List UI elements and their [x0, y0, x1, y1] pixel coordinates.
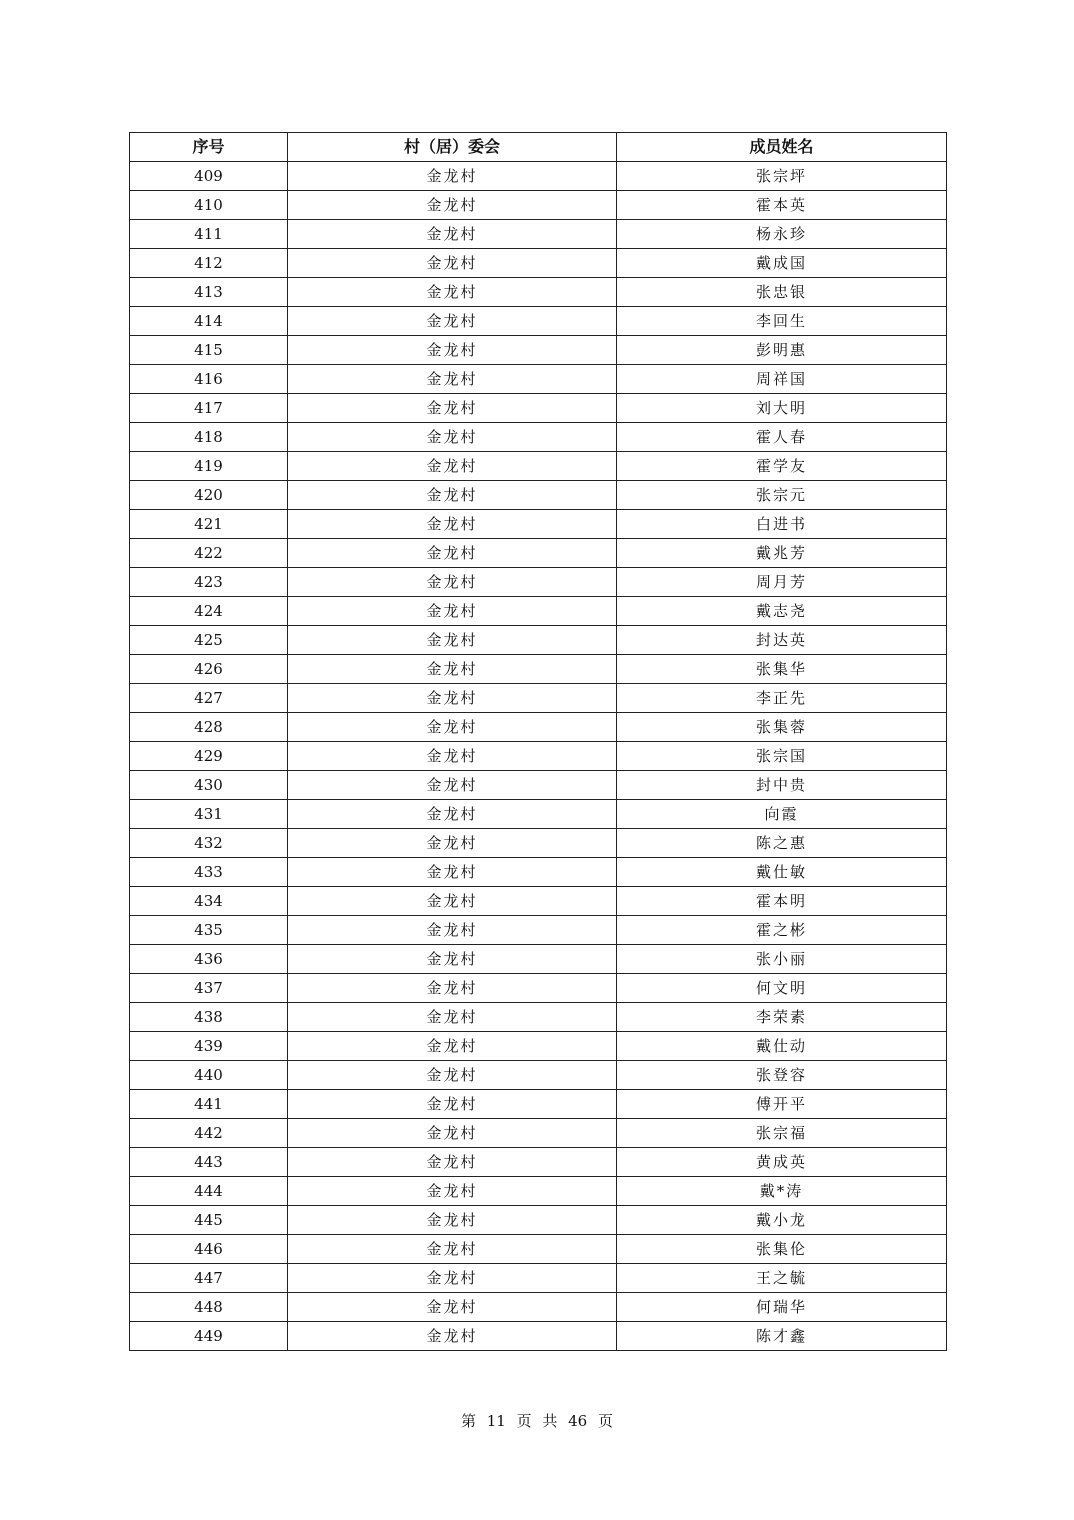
- cell-serial-number: 445: [130, 1206, 288, 1235]
- table-row: [130, 742, 947, 771]
- cell-member-name: 戴仕敏: [617, 858, 947, 887]
- table-row: [130, 1061, 947, 1090]
- table-row: [130, 655, 947, 684]
- cell-serial-number: 435: [130, 916, 288, 945]
- cell-member-name: 周月芳: [617, 568, 947, 597]
- cell-serial-number: 410: [130, 191, 288, 220]
- cell-serial-number: 428: [130, 713, 288, 742]
- cell-village-committee: 金龙村: [288, 336, 617, 365]
- cell-village-committee: 金龙村: [288, 191, 617, 220]
- cell-village-committee: 金龙村: [288, 510, 617, 539]
- cell-member-name: 傅开平: [617, 1090, 947, 1119]
- cell-village-committee: 金龙村: [288, 307, 617, 336]
- table-row: [130, 974, 947, 1003]
- cell-village-committee: 金龙村: [288, 1177, 617, 1206]
- table-row: [130, 771, 947, 800]
- cell-member-name: 张集伦: [617, 1235, 947, 1264]
- cell-member-name: 封达英: [617, 626, 947, 655]
- cell-village-committee: 金龙村: [288, 481, 617, 510]
- table-row: [130, 626, 947, 655]
- cell-member-name: 张宗坪: [617, 162, 947, 191]
- cell-member-name: 霍本英: [617, 191, 947, 220]
- cell-village-committee: 金龙村: [288, 249, 617, 278]
- table-row: [130, 597, 947, 626]
- cell-serial-number: 431: [130, 800, 288, 829]
- cell-village-committee: 金龙村: [288, 278, 617, 307]
- cell-serial-number: 434: [130, 887, 288, 916]
- cell-member-name: 张集蓉: [617, 713, 947, 742]
- cell-serial-number: 443: [130, 1148, 288, 1177]
- table-row: [130, 916, 947, 945]
- table-row: [130, 220, 947, 249]
- cell-member-name: 霍学友: [617, 452, 947, 481]
- cell-serial-number: 409: [130, 162, 288, 191]
- cell-serial-number: 412: [130, 249, 288, 278]
- cell-member-name: 黄成英: [617, 1148, 947, 1177]
- cell-serial-number: 419: [130, 452, 288, 481]
- cell-member-name: 霍之彬: [617, 916, 947, 945]
- cell-serial-number: 424: [130, 597, 288, 626]
- table-row: [130, 1206, 947, 1235]
- table-row: [130, 510, 947, 539]
- cell-village-committee: 金龙村: [288, 742, 617, 771]
- cell-member-name: 陈之惠: [617, 829, 947, 858]
- cell-serial-number: 416: [130, 365, 288, 394]
- table-row: [130, 887, 947, 916]
- cell-serial-number: 413: [130, 278, 288, 307]
- cell-member-name: 张宗元: [617, 481, 947, 510]
- table-row: [130, 1119, 947, 1148]
- cell-member-name: 周祥国: [617, 365, 947, 394]
- cell-member-name: 戴*涛: [617, 1177, 947, 1206]
- cell-member-name: 向霞: [617, 800, 947, 829]
- cell-village-committee: 金龙村: [288, 597, 617, 626]
- cell-village-committee: 金龙村: [288, 1003, 617, 1032]
- cell-serial-number: 422: [130, 539, 288, 568]
- cell-serial-number: 420: [130, 481, 288, 510]
- cell-serial-number: 429: [130, 742, 288, 771]
- cell-village-committee: 金龙村: [288, 220, 617, 249]
- cell-member-name: 戴仕动: [617, 1032, 947, 1061]
- cell-member-name: 李荣素: [617, 1003, 947, 1032]
- table-header-row: [130, 133, 947, 162]
- table-row: [130, 365, 947, 394]
- cell-village-committee: 金龙村: [288, 684, 617, 713]
- cell-village-committee: 金龙村: [288, 916, 617, 945]
- cell-village-committee: 金龙村: [288, 394, 617, 423]
- cell-member-name: 陈才鑫: [617, 1322, 947, 1351]
- table-row: [130, 1177, 947, 1206]
- cell-village-committee: 金龙村: [288, 800, 617, 829]
- table-row: [130, 278, 947, 307]
- table-row: [130, 858, 947, 887]
- cell-village-committee: 金龙村: [288, 1322, 617, 1351]
- header-serial-number: 序号: [130, 133, 288, 162]
- cell-member-name: 王之毓: [617, 1264, 947, 1293]
- cell-member-name: 何文明: [617, 974, 947, 1003]
- cell-serial-number: 448: [130, 1293, 288, 1322]
- table-row: [130, 684, 947, 713]
- cell-serial-number: 447: [130, 1264, 288, 1293]
- cell-member-name: 张忠银: [617, 278, 947, 307]
- cell-serial-number: 414: [130, 307, 288, 336]
- cell-village-committee: 金龙村: [288, 452, 617, 481]
- cell-serial-number: 442: [130, 1119, 288, 1148]
- table-row: [130, 713, 947, 742]
- cell-member-name: 戴志尧: [617, 597, 947, 626]
- cell-serial-number: 446: [130, 1235, 288, 1264]
- table-row: [130, 162, 947, 191]
- cell-village-committee: 金龙村: [288, 539, 617, 568]
- cell-member-name: 何瑞华: [617, 1293, 947, 1322]
- cell-serial-number: 437: [130, 974, 288, 1003]
- table-row: [130, 539, 947, 568]
- cell-serial-number: 430: [130, 771, 288, 800]
- table-row: [130, 1235, 947, 1264]
- table-row: [130, 307, 947, 336]
- table-row: [130, 191, 947, 220]
- cell-member-name: 杨永珍: [617, 220, 947, 249]
- cell-village-committee: 金龙村: [288, 1148, 617, 1177]
- cell-village-committee: 金龙村: [288, 1235, 617, 1264]
- cell-serial-number: 433: [130, 858, 288, 887]
- cell-serial-number: 423: [130, 568, 288, 597]
- cell-serial-number: 418: [130, 423, 288, 452]
- cell-member-name: 张集华: [617, 655, 947, 684]
- cell-serial-number: 441: [130, 1090, 288, 1119]
- cell-village-committee: 金龙村: [288, 974, 617, 1003]
- cell-member-name: 戴小龙: [617, 1206, 947, 1235]
- table-row: [130, 1003, 947, 1032]
- cell-village-committee: 金龙村: [288, 365, 617, 394]
- table-row: [130, 1148, 947, 1177]
- cell-member-name: 戴成国: [617, 249, 947, 278]
- cell-village-committee: 金龙村: [288, 1293, 617, 1322]
- page-footer: 第 11 页 共 46 页: [460, 1412, 613, 1430]
- table-row: [130, 1090, 947, 1119]
- cell-member-name: 霍本明: [617, 887, 947, 916]
- cell-village-committee: 金龙村: [288, 568, 617, 597]
- header-member-name: 成员姓名: [617, 133, 947, 162]
- cell-village-committee: 金龙村: [288, 655, 617, 684]
- cell-serial-number: 415: [130, 336, 288, 365]
- cell-member-name: 张小丽: [617, 945, 947, 974]
- cell-village-committee: 金龙村: [288, 423, 617, 452]
- cell-member-name: 刘大明: [617, 394, 947, 423]
- cell-village-committee: 金龙村: [288, 162, 617, 191]
- member-table: [129, 132, 947, 1351]
- cell-member-name: 李正先: [617, 684, 947, 713]
- cell-village-committee: 金龙村: [288, 771, 617, 800]
- cell-member-name: 张登容: [617, 1061, 947, 1090]
- table-row: [130, 1032, 947, 1061]
- cell-village-committee: 金龙村: [288, 1090, 617, 1119]
- cell-member-name: 霍人春: [617, 423, 947, 452]
- table-row: [130, 394, 947, 423]
- table-row: [130, 945, 947, 974]
- cell-member-name: 封中贵: [617, 771, 947, 800]
- cell-serial-number: 426: [130, 655, 288, 684]
- table-row: [130, 1264, 947, 1293]
- table-row: [130, 800, 947, 829]
- table-row: [130, 829, 947, 858]
- cell-serial-number: 436: [130, 945, 288, 974]
- cell-village-committee: 金龙村: [288, 887, 617, 916]
- cell-serial-number: 449: [130, 1322, 288, 1351]
- cell-member-name: 李回生: [617, 307, 947, 336]
- cell-serial-number: 411: [130, 220, 288, 249]
- cell-village-committee: 金龙村: [288, 1206, 617, 1235]
- cell-village-committee: 金龙村: [288, 945, 617, 974]
- cell-village-committee: 金龙村: [288, 858, 617, 887]
- cell-member-name: 张宗福: [617, 1119, 947, 1148]
- cell-village-committee: 金龙村: [288, 713, 617, 742]
- cell-village-committee: 金龙村: [288, 1061, 617, 1090]
- table-row: [130, 423, 947, 452]
- cell-serial-number: 439: [130, 1032, 288, 1061]
- cell-serial-number: 417: [130, 394, 288, 423]
- cell-serial-number: 425: [130, 626, 288, 655]
- cell-member-name: 彭明惠: [617, 336, 947, 365]
- table-row: [130, 481, 947, 510]
- table-row: [130, 1322, 947, 1351]
- cell-serial-number: 421: [130, 510, 288, 539]
- cell-village-committee: 金龙村: [288, 626, 617, 655]
- cell-village-committee: 金龙村: [288, 1032, 617, 1061]
- cell-serial-number: 432: [130, 829, 288, 858]
- table-row: [130, 249, 947, 278]
- table-row: [130, 336, 947, 365]
- table-row: [130, 452, 947, 481]
- cell-member-name: 张宗国: [617, 742, 947, 771]
- cell-serial-number: 427: [130, 684, 288, 713]
- table-row: [130, 1293, 947, 1322]
- cell-village-committee: 金龙村: [288, 829, 617, 858]
- cell-village-committee: 金龙村: [288, 1264, 617, 1293]
- header-village-committee: 村（居）委会: [288, 133, 617, 162]
- cell-serial-number: 444: [130, 1177, 288, 1206]
- cell-serial-number: 440: [130, 1061, 288, 1090]
- cell-member-name: 白进书: [617, 510, 947, 539]
- cell-village-committee: 金龙村: [288, 1119, 617, 1148]
- table-row: [130, 568, 947, 597]
- cell-member-name: 戴兆芳: [617, 539, 947, 568]
- cell-serial-number: 438: [130, 1003, 288, 1032]
